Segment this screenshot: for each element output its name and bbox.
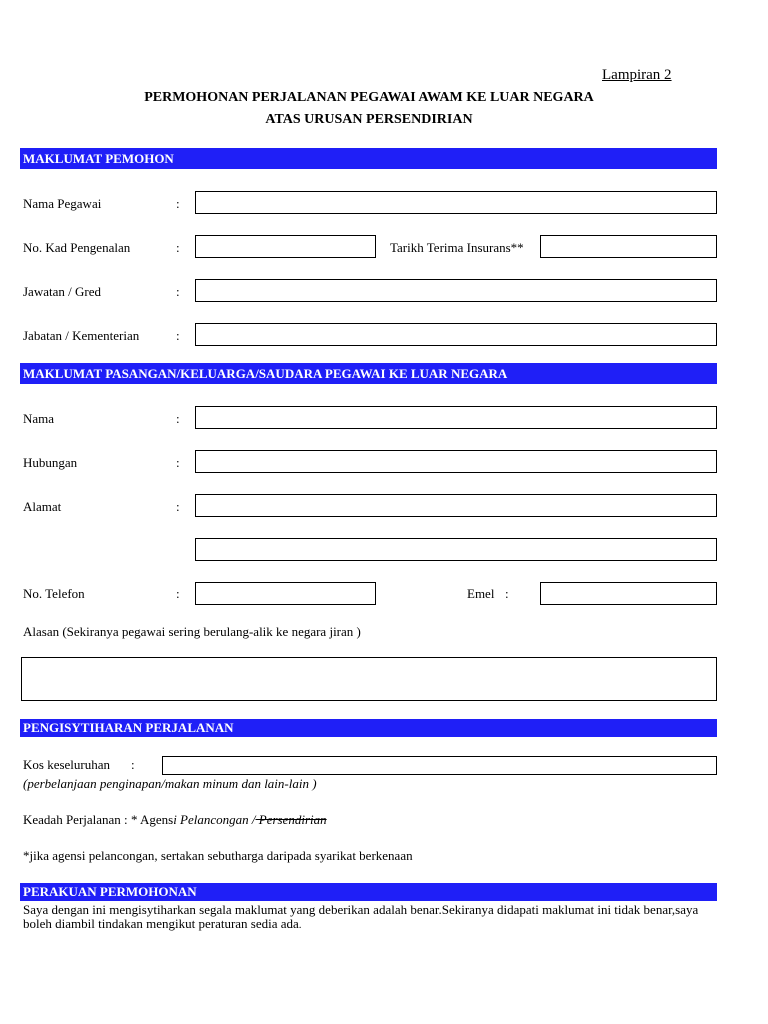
colon: : (176, 455, 180, 470)
declaration-text-end: . (298, 920, 302, 931)
agency-quotation-note: *jika agensi pelancongan, sertakan sebutharga daripada syarikat berkenaan (23, 848, 413, 863)
travel-mode-row (23, 812, 327, 828)
total-cost-field[interactable] (162, 756, 717, 775)
insurance-date-field[interactable] (540, 235, 717, 258)
colon: : (176, 284, 180, 299)
section-heading-declaration: PERAKUAN PERMOHONAN (20, 883, 717, 901)
declaration-text (23, 903, 723, 933)
ic-number-field[interactable] (195, 235, 376, 258)
total-cost-label: Kos keseluruhan (23, 757, 111, 772)
address-line-1-field[interactable] (195, 494, 717, 517)
department-ministry-label: Jabatan / Kementerian (23, 328, 140, 343)
position-grade-field[interactable] (195, 279, 717, 302)
officer-name-label: Nama Pegawai (23, 196, 102, 211)
travel-mode-label: Keadah Perjalanan : (23, 812, 128, 827)
colon: : (176, 328, 180, 343)
colon: : (131, 757, 135, 772)
colon: : (176, 240, 180, 255)
section-heading-travel: PENGISYTIHARAN PERJALANAN (20, 719, 717, 737)
address-line-2-field[interactable] (195, 538, 717, 561)
family-name-field[interactable] (195, 406, 717, 429)
colon: : (176, 411, 180, 426)
travel-mode-option-agency[interactable]: i Pelancongan / (173, 812, 256, 827)
ic-number-label: No. Kad Pengenalan (23, 240, 131, 255)
reason-field[interactable] (21, 657, 717, 701)
total-cost-note: (perbelanjaan penginapan/makan minum dan lain-lain ) (23, 776, 317, 791)
department-ministry-field[interactable] (195, 323, 717, 346)
colon: : (505, 586, 509, 601)
travel-mode-option-private[interactable]: Persendirian (255, 812, 327, 827)
officer-name-field[interactable] (195, 191, 717, 214)
colon: : (176, 499, 180, 514)
email-field[interactable] (540, 582, 717, 605)
colon: : (176, 586, 180, 601)
section-heading-applicant: MAKLUMAT PEMOHON (20, 148, 717, 169)
relationship-field[interactable] (195, 450, 717, 473)
email-label: Emel (467, 586, 495, 601)
reason-label: Alasan (Sekiranya pegawai sering berulang-alik ke negara jiran ) (23, 624, 361, 639)
form-title-line-1: PERMOHONAN PERJALANAN PEGAWAI AWAM KE LUAR NEGARA (144, 90, 594, 105)
colon: : (176, 196, 180, 211)
travel-mode-prefix: * Agens (130, 812, 174, 827)
relationship-label: Hubungan (23, 455, 78, 470)
insurance-date-label: Tarikh Terima Insurans** (390, 240, 524, 255)
form-title-line-2: ATAS URUSAN PERSENDIRIAN (265, 112, 473, 127)
family-name-label: Nama (23, 411, 55, 426)
phone-label: No. Telefon (23, 586, 85, 601)
phone-field[interactable] (195, 582, 376, 605)
declaration-text-main: Saya dengan ini mengisytiharkan segala maklumat yang deberikan adalah benar.Sekiranya didapati maklumat ini tidak benar,saya boleh diambil tindakan mengikut peraturan sedia ada (23, 902, 699, 931)
appendix-label: Lampiran 2 (602, 67, 672, 83)
position-grade-label: Jawatan / Gred (23, 284, 101, 299)
address-label: Alamat (23, 499, 62, 514)
section-heading-family: MAKLUMAT PASANGAN/KELUARGA/SAUDARA PEGAWAI KE LUAR NEGARA (20, 363, 717, 384)
